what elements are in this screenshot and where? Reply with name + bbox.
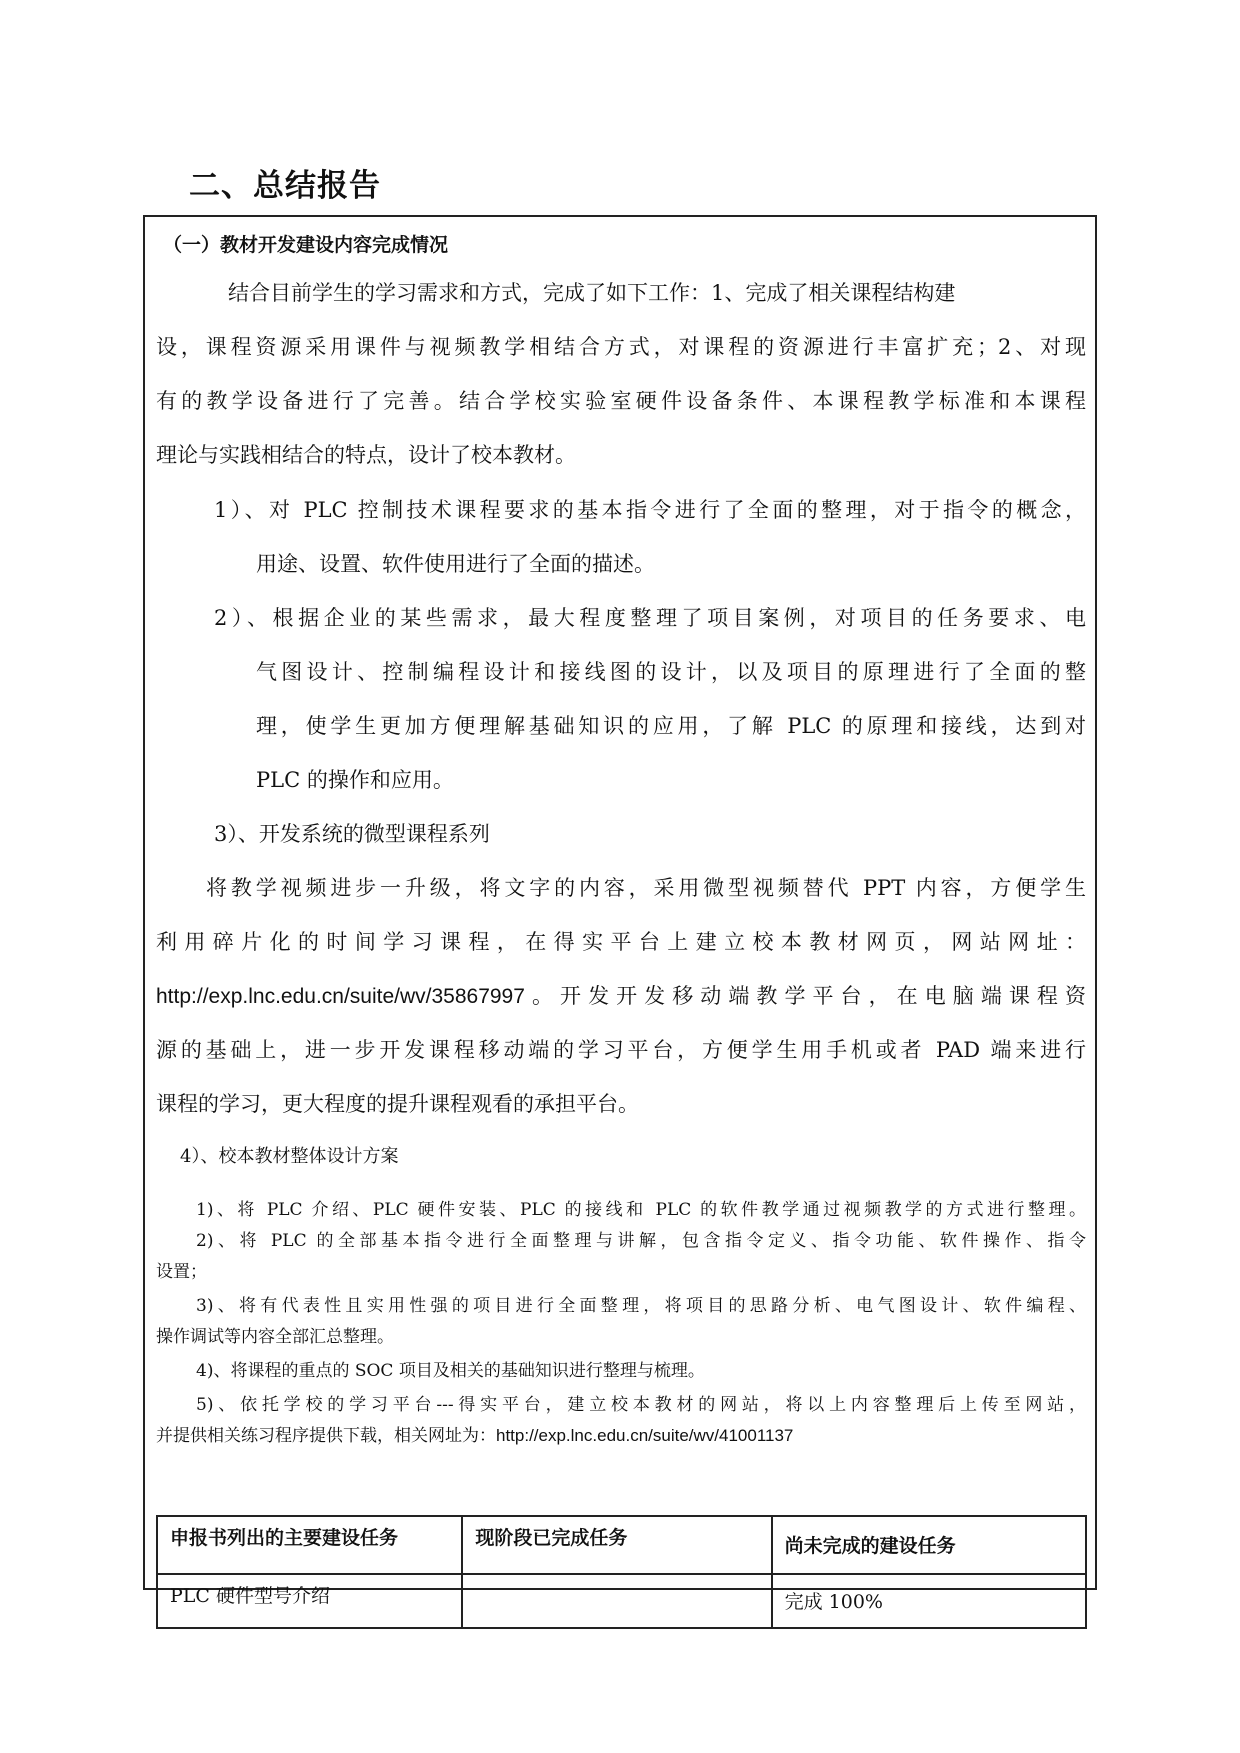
plan-line: 1)、将 PLC 介绍、PLC 硬件安装、PLC 的接线和 PLC 的软件教学通过视频教学的方式进行整理。 (196, 1200, 1086, 1220)
plan-line: 3)、将有代表性且实用性强的项目进行全面整理，将项目的思路分析、电气图设计、软件编程、 (196, 1296, 1086, 1316)
item3-title: 3）、开发系统的微型课程系列 (214, 822, 490, 846)
table-cell: PLC 硬件型号介绍 (157, 1574, 462, 1628)
item1-line: 1）、对 PLC 控制技术课程要求的基本指令进行了全面的整理，对于指令的概念， (214, 498, 1086, 522)
plan-line: 并提供相关练习程序提供下载，相关网址为：http://exp.lnc.edu.cn/suite/wv/41001137 (156, 1426, 794, 1445)
para3-line: 将教学视频进步一升级，将文字的内容，采用微型视频替代 PPT 内容，方便学生 (206, 876, 1086, 900)
report-frame (143, 215, 1097, 1590)
tasks-table (156, 1515, 1087, 1629)
para3-line: 利用碎片化的时间学习课程，在得实平台上建立校本教材网页，网站网址： (156, 930, 1086, 954)
intro-line: 结合目前学生的学习需求和方式，完成了如下工作：1、完成了相关课程结构建 (228, 281, 956, 305)
plan-line: 操作调试等内容全部汇总整理。 (156, 1327, 394, 1347)
table-header-cell: 现阶段已完成任务 (462, 1516, 771, 1574)
intro-line: 有的教学设备进行了完善。结合学校实验室硬件设备条件、本课程教学标准和本课程 (156, 389, 1086, 413)
table-cell: 完成 100% (772, 1574, 1086, 1628)
table-header-cell: 尚未完成的建设任务 (772, 1516, 1086, 1574)
para3-line: 源的基础上，进一步开发课程移动端的学习平台，方便学生用手机或者 PAD 端来进行 (156, 1038, 1086, 1062)
plan-line: 4)、将课程的重点的 SOC 项目及相关的基础知识进行整理与梳理。 (196, 1361, 705, 1381)
para3-line: 课程的学习，更大程度的提升课程观看的承担平台。 (156, 1092, 639, 1116)
plan-line: 2)、将 PLC 的全部基本指令进行全面整理与讲解，包含指令定义、指令功能、软件操作、指令 (196, 1231, 1086, 1251)
item2-line: 2）、根据企业的某些需求，最大程度整理了项目案例，对项目的任务要求、电 (214, 606, 1086, 630)
table-header-row (157, 1516, 1086, 1574)
item1-line: 用途、设置、软件使用进行了全面的描述。 (256, 552, 655, 576)
item2-line: 理，使学生更加方便理解基础知识的应用，了解 PLC 的原理和接线，达到对 (256, 714, 1086, 738)
table-row (157, 1574, 1086, 1628)
plan-line: 5)、依托学校的学习平台---得实平台，建立校本教材的网站，将以上内容整理后上传至网站， (196, 1395, 1086, 1415)
intro-line: 设，课程资源采用课件与视频教学相结合方式，对课程的资源进行丰富扩充；2、对现 (156, 335, 1086, 359)
table-cell (462, 1574, 771, 1628)
para3-line: http://exp.lnc.edu.cn/suite/wv/35867997。开发开发移动端教学平台，在电脑端课程资 (156, 985, 1086, 1008)
item2-line: 气图设计、控制编程设计和接线图的设计，以及项目的原理进行了全面的整 (256, 660, 1086, 684)
intro-line: 理论与实践相结合的特点，设计了校本教材。 (156, 443, 576, 467)
item2-line: PLC 的操作和应用。 (256, 768, 454, 792)
section-title: （一）教材开发建设内容完成情况 (163, 234, 449, 256)
item4-title: 4）、校本教材整体设计方案 (180, 1146, 399, 1167)
page-heading: 二、总结报告 (189, 168, 381, 204)
table-header-cell: 申报书列出的主要建设任务 (157, 1516, 462, 1574)
plan-line: 设置； (156, 1262, 207, 1282)
